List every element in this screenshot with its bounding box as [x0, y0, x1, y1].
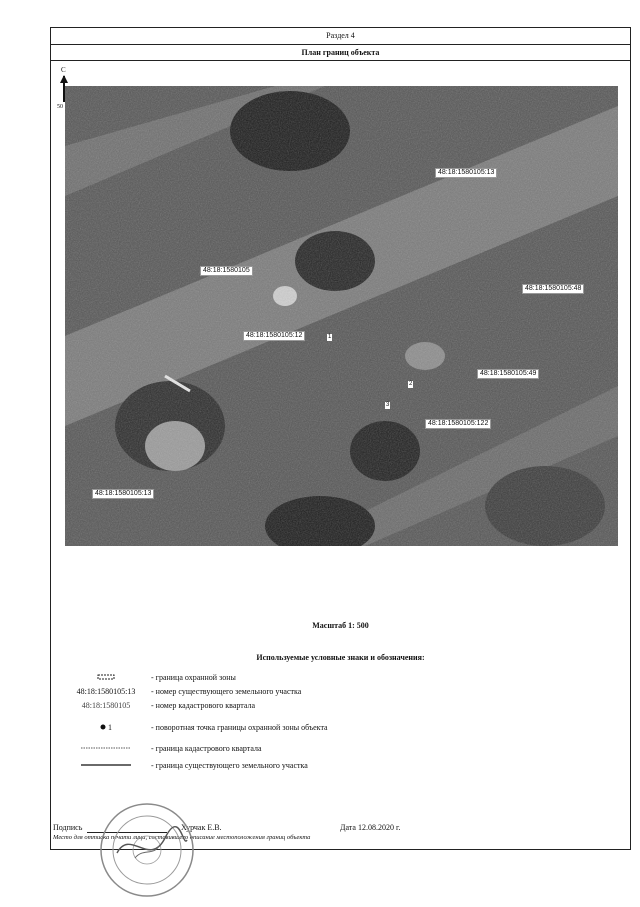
seal-icon — [95, 798, 199, 902]
parcel-label: 48:18:1580105:13 — [435, 168, 497, 178]
parcel-label: 48:18:1580105:13 — [92, 489, 154, 499]
boundary-point-label: 1 — [328, 334, 332, 340]
dot-icon — [100, 724, 106, 730]
parcel-label: 48:18:1580105:48 — [522, 284, 584, 294]
protection-zone-symbol — [61, 673, 151, 682]
legend-item — [51, 701, 630, 715]
signer-name: Хурчак Е.В. — [181, 823, 222, 832]
parcel-number-symbol: 48:18:1580105:13 — [76, 687, 136, 696]
quarter-label: 48:18:1580105 — [200, 266, 253, 276]
legend-item — [51, 744, 630, 758]
legend-text: - граница существующего земельного участка — [151, 761, 308, 770]
legend-item — [51, 687, 630, 701]
north-arrow-number: 50 — [57, 104, 63, 110]
quarter-number-symbol: 48:18:1580105 — [81, 701, 131, 710]
quarter-boundary-symbol — [61, 744, 151, 753]
seal-stamp — [95, 798, 199, 902]
legend-item — [51, 723, 630, 737]
legend-item — [51, 761, 630, 775]
signature-label: Подпись — [53, 823, 83, 832]
legend-text: - граница охранной зоны — [151, 673, 236, 682]
parcel-label: 48:18:1580105:12 — [243, 331, 305, 341]
signature-date: Дата 12.08.2020 г. — [340, 823, 401, 832]
stamp-place-note: Место для оттиска печати лица, составившего описание местоположения границ объекта — [53, 834, 311, 841]
boundary-point-label: 2 — [409, 381, 413, 387]
parcel-boundary-symbol — [61, 761, 151, 770]
aerial-imagery — [65, 86, 618, 546]
section-header: Раздел 4 — [51, 28, 630, 45]
map-scale: Масштаб 1: 500 — [312, 621, 369, 630]
legend-text: - номер кадастрового квартала — [151, 701, 256, 710]
plan-title: План границ объекта — [51, 45, 630, 61]
north-letter: С — [61, 66, 66, 74]
turning-point-number: 1 — [108, 723, 112, 732]
aerial-map — [65, 86, 618, 546]
legend-text: - номер существующего земельного участка — [151, 687, 302, 696]
parcel-label: 48:18:1580105:122 — [425, 419, 491, 429]
legend-text: - поворотная точка границы охранной зоны объекта — [151, 723, 328, 732]
parcel-label: 48:18:1580105:49 — [477, 369, 539, 379]
legend-title: Используемые условные знаки и обозначения: — [256, 653, 425, 662]
legend-item — [51, 673, 630, 687]
document-frame — [50, 27, 631, 850]
boundary-point-label: 3 — [386, 402, 390, 408]
turning-point-symbol — [61, 723, 151, 732]
legend-text: - граница кадастрового квартала — [151, 744, 262, 753]
